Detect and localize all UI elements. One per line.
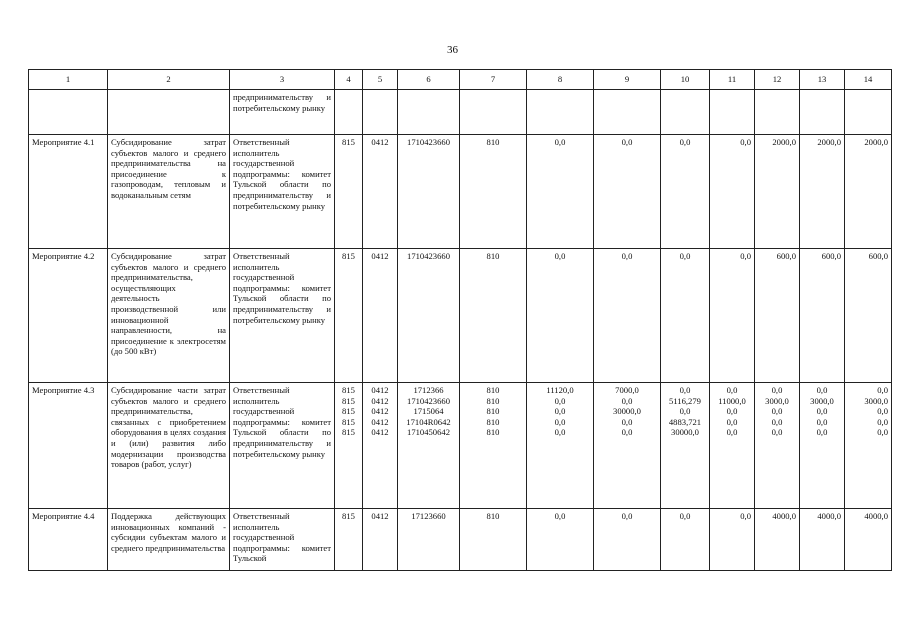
cell-c11: 0,0 11000,0 0,0 0,0 0,0: [710, 383, 755, 509]
cell-c6: 1710423660: [398, 135, 460, 249]
cell-c4: 815: [335, 249, 363, 383]
col-header-4: 4: [335, 70, 363, 90]
col-header-11: 11: [710, 70, 755, 90]
measure-description: Субсидирование части затрат субъектов малого и среднего предпринимательства, связанных с приобретением оборудования в целях создания и (или) развития либо модернизации производства товаров (работ, услуг): [108, 383, 230, 509]
budget-table: [28, 69, 892, 571]
cell-c7: 810: [460, 135, 527, 249]
table-row: [29, 249, 892, 383]
col-header-14: 14: [845, 70, 892, 90]
table-row: [29, 135, 892, 249]
cell-c8: 11120,0 0,0 0,0 0,0 0,0: [527, 383, 594, 509]
cell-c6: 17123660: [398, 509, 460, 571]
header-row: [29, 70, 892, 90]
cell-c10: 0,0 5116,279 0,0 4883,721 30000,0: [661, 383, 710, 509]
cell-c5: 0412: [363, 135, 398, 249]
measure-description: Поддержка действующих инновационных компаний - субсидии субъектам малого и среднего предпринимательства: [108, 509, 230, 571]
responsible-executor: Ответственный исполнитель государственной подпрограммы: комитет Тульской области по предпринимательству и потребительскому рынку: [230, 135, 335, 249]
cell-c14: 0,0 3000,0 0,0 0,0 0,0: [845, 383, 892, 509]
col-header-8: 8: [527, 70, 594, 90]
col-header-3: 3: [230, 70, 335, 90]
col-header-9: 9: [594, 70, 661, 90]
cell-c13: 600,0: [800, 249, 845, 383]
cell-c5: 0412: [363, 249, 398, 383]
cell-c7: 810 810 810 810 810: [460, 383, 527, 509]
cell-c4: 815 815 815 815 815: [335, 383, 363, 509]
cell-c4: 815: [335, 135, 363, 249]
col-header-10: 10: [661, 70, 710, 90]
measure-description: Субсидирование затрат субъектов малого и среднего предпринимательства на присоединение к газопроводам, тепловым и водоканальным сетям: [108, 135, 230, 249]
col-header-7: 7: [460, 70, 527, 90]
continuation-row: [29, 90, 892, 135]
table-row: [29, 509, 892, 571]
cell-c5: 0412: [363, 509, 398, 571]
cell-c10: 0,0: [661, 249, 710, 383]
cell-c12: 4000,0: [755, 509, 800, 571]
col-header-12: 12: [755, 70, 800, 90]
measure-name: Мероприятие 4.2: [29, 249, 108, 383]
cell-c13: 0,0 3000,0 0,0 0,0 0,0: [800, 383, 845, 509]
cell-c11: 0,0: [710, 249, 755, 383]
cell-c9: 0,0: [594, 509, 661, 571]
table-row: [29, 383, 892, 509]
cell-c4: 815: [335, 509, 363, 571]
cell-c10: 0,0: [661, 135, 710, 249]
cell-c5: 0412 0412 0412 0412 0412: [363, 383, 398, 509]
page-number: 36: [447, 44, 458, 56]
col-header-2: 2: [108, 70, 230, 90]
measure-name: Мероприятие 4.3: [29, 383, 108, 509]
responsible-executor: Ответственный исполнитель государственной подпрограммы: комитет Тульской: [230, 509, 335, 571]
measure-name: Мероприятие 4.4: [29, 509, 108, 571]
cell-c9: 0,0: [594, 249, 661, 383]
cell-c6: 1712366 1710423660 1715064 17104R0642 1710450642: [398, 383, 460, 509]
cell-c13: 2000,0: [800, 135, 845, 249]
cell-c8: 0,0: [527, 509, 594, 571]
cell-c8: 0,0: [527, 249, 594, 383]
col-header-6: 6: [398, 70, 460, 90]
cell-c7: 810: [460, 509, 527, 571]
col-header-5: 5: [363, 70, 398, 90]
cell-c12: 600,0: [755, 249, 800, 383]
cell-c8: 0,0: [527, 135, 594, 249]
cell-c11: 0,0: [710, 135, 755, 249]
measure-name: Мероприятие 4.1: [29, 135, 108, 249]
cell-c9: 0,0: [594, 135, 661, 249]
measure-description: Субсидирование затрат субъектов малого и среднего предпринимательства, осуществляющих деятельность производственной или инновационной направленности, на присоединение к электросетям (до 500 кВт): [108, 249, 230, 383]
cell-c12: 0,0 3000,0 0,0 0,0 0,0: [755, 383, 800, 509]
cell-c13: 4000,0: [800, 509, 845, 571]
continuation-text: предпринимательству и потребительскому рынку: [230, 90, 335, 135]
cell-c14: 600,0: [845, 249, 892, 383]
cell-c14: 4000,0: [845, 509, 892, 571]
responsible-executor: Ответственный исполнитель государственной подпрограммы: комитет Тульской области по предпринимательству и потребительскому рынку: [230, 383, 335, 509]
responsible-executor: Ответственный исполнитель государственной подпрограммы: комитет Тульской области по предпринимательству и потребительскому рынку: [230, 249, 335, 383]
col-header-1: 1: [29, 70, 108, 90]
cell-c14: 2000,0: [845, 135, 892, 249]
cell-c7: 810: [460, 249, 527, 383]
cell-c10: 0,0: [661, 509, 710, 571]
cell-c9: 7000,0 0,0 30000,0 0,0 0,0: [594, 383, 661, 509]
cell-c12: 2000,0: [755, 135, 800, 249]
col-header-13: 13: [800, 70, 845, 90]
cell-c6: 1710423660: [398, 249, 460, 383]
cell-c11: 0,0: [710, 509, 755, 571]
